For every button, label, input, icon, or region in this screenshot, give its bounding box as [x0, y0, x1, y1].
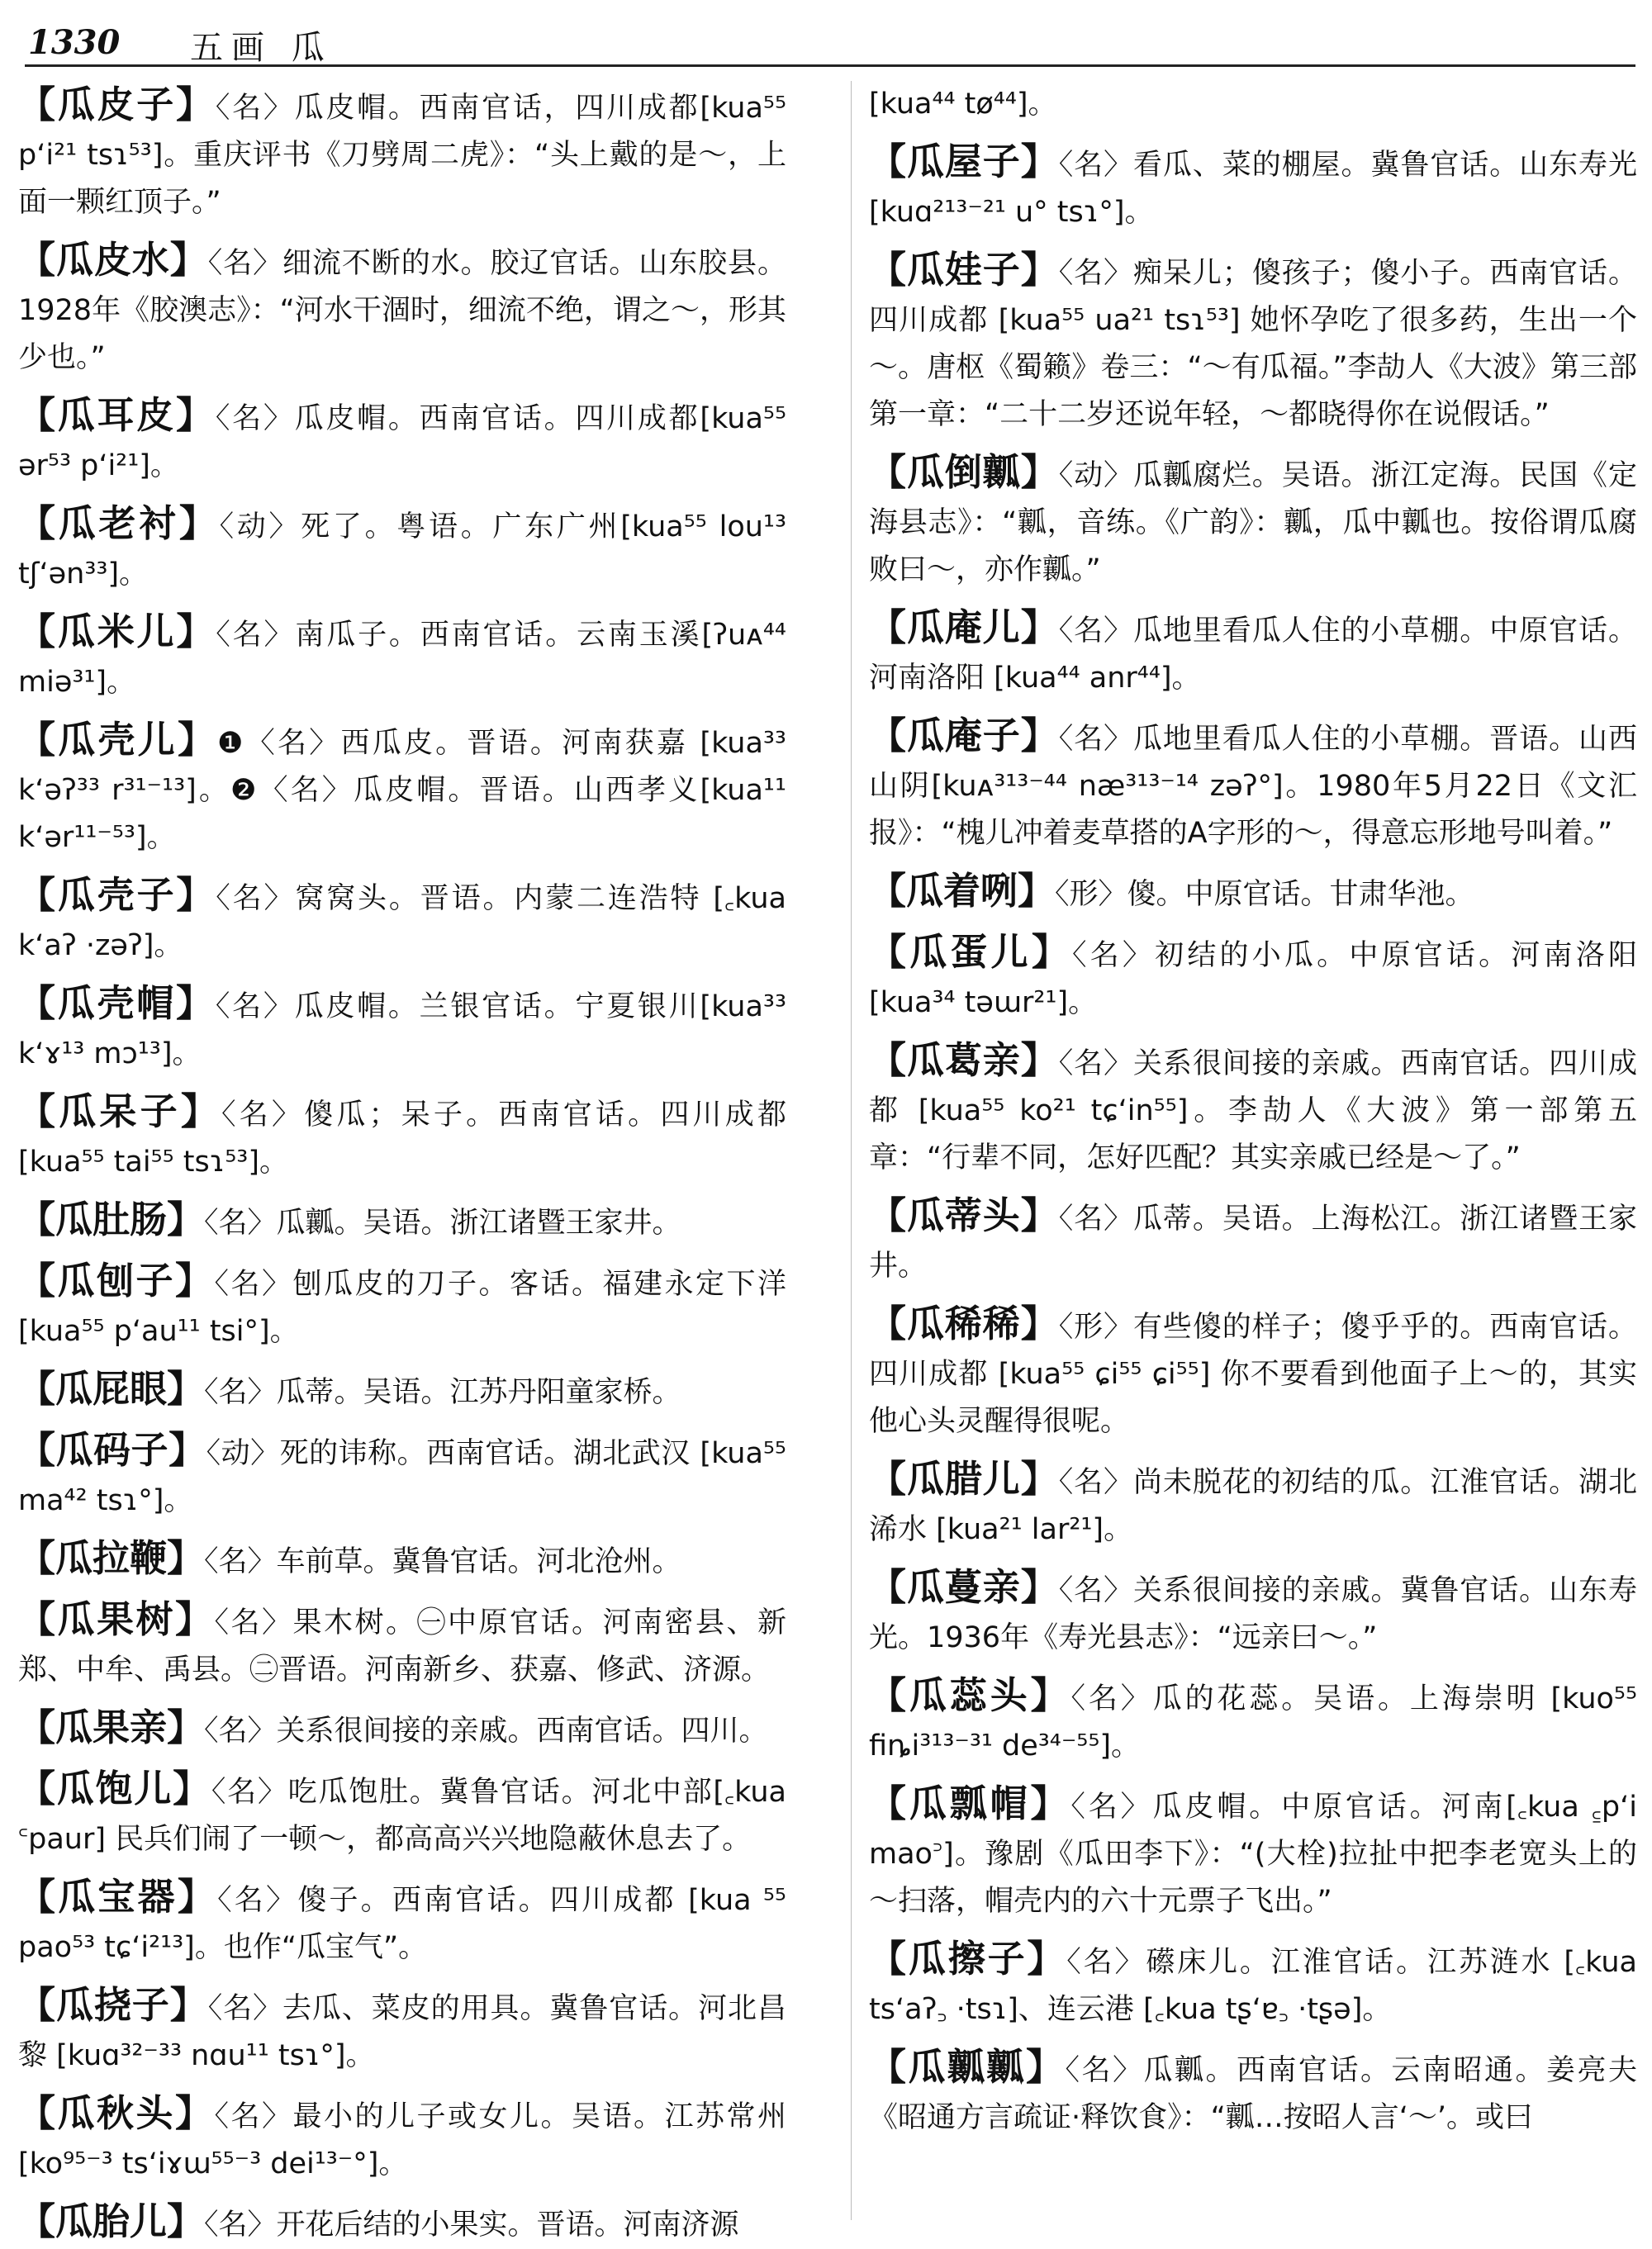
headword: 瓜肚肠 [55, 1198, 168, 1241]
left-column [18, 81, 786, 2243]
dict-entry: 【瓜倒瓤】〈动〉瓜瓤腐烂。吴语。浙江定海。民国《定海县志》：“瓤，音练。《广韵》：瓤，瓜中瓤也。按俗谓瓜腐败曰～，亦作瓤。” [869, 450, 1637, 586]
entry-text: 〈动〉瓜瓤腐烂。吴语。浙江定海。民国《定海县志》：“瓤，音练。《广韵》：瓤，瓜中瓤也。按俗谓瓜腐败曰～，亦作瓤。” [869, 459, 1637, 586]
dict-entry: 【瓜老衬】〈动〉死了。粤语。广东广州[kua⁵⁵ lou¹³ tʃ‘ən³³]。 [18, 501, 786, 591]
dict-entry: 【瓜拉鞭】〈名〉车前草。冀鲁官话。河北沧州。 [18, 1536, 681, 1580]
headword: 瓜宝器 [58, 1875, 178, 1919]
headword: 瓜秋头 [57, 2091, 175, 2135]
dict-entry: 【瓜码子】〈动〉死的讳称。西南官话。湖北武汉 [kua⁵⁵ ma⁴² tsɿ°]。 [18, 1428, 786, 1517]
dict-entry: 【瓜蔓亲】〈名〉关系很间接的亲戚。冀鲁官话。山东寿光。1936年《寿光县志》：“远亲曰～。” [869, 1565, 1637, 1654]
dict-entry: 【瓜胎儿】〈名〉开花后结的小果实。晋语。河南济源 [18, 2199, 739, 2243]
entry-text: 〈名〉瓜地里看瓜人住的小草棚。晋语。山西山阴[kuᴀ³¹³⁻⁴⁴ næ³¹³⁻¹⁴ zəʔ°]。1980年5月22日《文汇报》：“槐儿冲着麦草搭的A字形的～，得意忘形地号叫着。” [869, 723, 1637, 850]
headword: 瓜皮子 [57, 83, 177, 126]
entry-text: 〈名〉看瓜、菜的棚屋。冀鲁官话。山东寿光[kuɑ²¹³⁻²¹ u° tsɿ°]。 [869, 149, 1637, 229]
entry-text: 〈名〉细流不断的水。胶辽官话。山东胶县。1928年《胶澳志》：“河水干涸时，细流不绝，谓之～，形其少也。” [18, 247, 786, 374]
entry-text: 〈名〉瓜瓤。吴语。浙江诸暨王家井。 [204, 1207, 681, 1240]
entry-text: 〈名〉瓜皮帽。中原官话。河南[꜀kua ꜁p‘i mao꜄]。豫剧《瓜田李下》：“(大栓)拉扯中把李老宽头上的～扫落，帽壳内的六十元票子飞出。” [869, 1791, 1637, 1918]
dict-entry: 【瓜庵儿】〈名〉瓜地里看瓜人住的小草棚。中原官话。河南洛阳 [kua⁴⁴ anr⁴⁴]。 [869, 605, 1637, 695]
headword: 瓜着咧 [906, 869, 1018, 913]
entry-text: 〈名〉开花后结的小果实。晋语。河南济源 [204, 2209, 739, 2242]
dict-entry: 【瓜耳皮】〈名〉瓜皮帽。西南官话。四川成都[kua⁵⁵ ər⁵³ p‘i²¹]。 [18, 393, 786, 482]
headword: 瓜倒瓤 [906, 450, 1021, 494]
dict-entry: 【瓜瓤瓤】〈名〉瓜瓤。西南官话。云南昭通。姜亮夫《昭通方言疏证·释饮食》：“瓤…按昭人言‘～’。或曰 [869, 2045, 1637, 2134]
dict-entry: 【瓜蛋儿】〈名〉初结的小瓜。中原官话。河南洛阳 [kua³⁴ təɯr²¹]。 [869, 930, 1637, 1019]
entry-text: 〈名〉傻瓜；呆子。西南官话。四川成都 [kua⁵⁵ tai⁵⁵ tsɿ⁵³]。 [18, 1098, 786, 1179]
entry-text: 〈名〉痴呆儿；傻孩子；傻小子。西南官话。四川成都 [kua⁵⁵ ua²¹ tsɿ⁵³] 她怀孕吃了很多药，生出一个～。唐枢《蜀籁》卷三：“～有瓜福。”李劼人《大波》第三部第一章：“二十二岁还说年轻，～都晓得你在说假话。” [869, 257, 1637, 431]
entry-text: 〈名〉礤床儿。江淮官话。江苏涟水 [꜀kua ts‘aʔ꜆ ·tsɿ]、连云港 [꜀kua tʂ‘ɐ꜆ ·tʂə]。 [869, 1946, 1637, 2026]
dict-entry: 【瓜挠子】〈名〉去瓜、菜皮的用具。冀鲁官话。河北昌黎 [kuɑ³²⁻³³ nɑu¹¹ tsɿ°]。 [18, 1983, 786, 2072]
entry-text: 〈名〉瓜皮帽。兰银官话。宁夏银川[kua³³ k‘ɤ¹³ mɔ¹³]。 [18, 990, 786, 1070]
entry-text: 〈名〉刨瓜皮的刀子。客话。福建永定下洋 [kua⁵⁵ p‘au¹¹ tsi°]。 [18, 1268, 786, 1348]
entry-text: 〈名〉瓜的花蕊。吴语。上海崇明 [kuo⁵⁵ fiȵi³¹³⁻³¹ de³⁴⁻⁵⁵]。 [869, 1682, 1637, 1763]
headword: 瓜挠子 [55, 1983, 170, 2027]
dict-entry: 【瓜蒂头】〈名〉瓜蒂。吴语。上海松江。浙江诸暨王家井。 [869, 1193, 1637, 1283]
dict-entry: 【瓜稀稀】〈形〉有些傻的样子；傻乎乎的。西南官话。四川成都 [kua⁵⁵ ɕi⁵⁵ ɕi⁵⁵] 你不要看到他面子上～的，其实他心头灵醒得很呢。 [869, 1302, 1637, 1438]
dict-entry: 【瓜壳子】〈名〉窝窝头。晋语。内蒙二连浩特 [꜀kua k‘aʔ ·zəʔ]。 [18, 873, 786, 962]
headword: 瓜壳儿 [58, 718, 178, 762]
headword: 瓜蛋儿 [909, 930, 1032, 974]
dict-entry: 【瓜壳帽】〈名〉瓜皮帽。兰银官话。宁夏银川[kua³³ k‘ɤ¹³ mɔ¹³]。 [18, 981, 786, 1070]
headword: 瓜皮水 [55, 238, 170, 282]
entry-text: 〈名〉最小的儿子或女儿。吴语。江苏常州 [ko⁹⁵⁻³ ts‘iɤɯ⁵⁵⁻³ dei¹³⁻°]。 [18, 2100, 786, 2180]
headword: 瓜瓢帽 [909, 1782, 1031, 1825]
entry-text: 〈名〉瓜皮帽。西南官话，四川成都[kua⁵⁵ p‘i²¹ tsɿ⁵³]。重庆评书《刀劈周二虎》：“头上戴的是～，上面一颗红顶子。” [18, 92, 786, 219]
entry-text: ❶〈名〉西瓜皮。晋语。河南获嘉 [kua³³ k‘əʔ³³ r³¹⁻¹³]。❷〈名〉瓜皮帽。晋语。山西孝义[kua¹¹ k‘ər¹¹⁻⁵³]。 [18, 727, 786, 854]
dict-entry: 【瓜屁眼】〈名〉瓜蒂。吴语。江苏丹阳童家桥。 [18, 1367, 681, 1411]
dict-entry: 【瓜肚肠】〈名〉瓜瓤。吴语。浙江诸暨王家井。 [18, 1198, 681, 1241]
dict-entry: 【瓜呆子】〈名〉傻瓜；呆子。西南官话。四川成都 [kua⁵⁵ tai⁵⁵ tsɿ⁵³]。 [18, 1089, 786, 1179]
headword: 瓜稀稀 [906, 1302, 1021, 1345]
entry-text: 〈名〉南瓜子。西南官话。云南玉溪[ʔuᴀ⁴⁴ miə³¹]。 [18, 619, 786, 699]
headword: 瓜擦子 [908, 1937, 1028, 1981]
entry-text: 〈名〉去瓜、菜皮的用具。冀鲁官话。河北昌黎 [kuɑ³²⁻³³ nɑu¹¹ tsɿ°]。 [18, 1992, 786, 2072]
dict-entry: 【瓜壳儿】❶〈名〉西瓜皮。晋语。河南获嘉 [kua³³ k‘əʔ³³ r³¹⁻¹³]。❷〈名〉瓜皮帽。晋语。山西孝义[kua¹¹ k‘ər¹¹⁻⁵³]。 [18, 718, 786, 854]
headword: 瓜瓤瓤 [908, 2045, 1026, 2089]
entry-text: 〈名〉瓜蒂。吴语。上海松江。浙江诸暨王家井。 [869, 1203, 1637, 1283]
entry-text: 〈形〉有些傻的样子；傻乎乎的。西南官话。四川成都 [kua⁵⁵ ɕi⁵⁵ ɕi⁵⁵] 你不要看到他面子上～的，其实他心头灵醒得很呢。 [869, 1311, 1637, 1438]
headword: 瓜蒂头 [906, 1193, 1021, 1237]
dict-entry: 【瓜米儿】〈名〉南瓜子。西南官话。云南玉溪[ʔuᴀ⁴⁴ miə³¹]。 [18, 610, 786, 699]
dict-entry: 【瓜腊儿】〈名〉尚未脱花的初结的瓜。江淮官话。湖北浠水 [kua²¹ lar²¹]。 [869, 1457, 1637, 1546]
dict-entry: 【瓜秋头】〈名〉最小的儿子或女儿。吴语。江苏常州 [ko⁹⁵⁻³ ts‘iɤɯ⁵⁵⁻³ dei¹³⁻°]。 [18, 2091, 786, 2180]
dict-entry: 【瓜刨子】〈名〉刨瓜皮的刀子。客话。福建永定下洋 [kua⁵⁵ p‘au¹¹ tsi°]。 [18, 1259, 786, 1348]
dict-entry: 【瓜果树】〈名〉果木树。㊀中原官话。河南密县、新郑、中牟、禹县。㊁晋语。河南新乡、获嘉、修武、济源。 [18, 1597, 786, 1687]
headword: 瓜饱儿 [56, 1767, 173, 1810]
entry-text: 〈名〉果木树。㊀中原官话。河南密县、新郑、中牟、禹县。㊁晋语。河南新乡、获嘉、修武、济源。 [18, 1606, 786, 1687]
headword: 瓜腊儿 [906, 1457, 1021, 1501]
entry-text: 〈名〉车前草。冀鲁官话。河北沧州。 [204, 1545, 681, 1578]
dict-entry: 【瓜蕊头】〈名〉瓜的花蕊。吴语。上海崇明 [kuo⁵⁵ fiȵi³¹³⁻³¹ de³⁴⁻⁵⁵]。 [869, 1673, 1637, 1763]
dict-entry: 【瓜皮水】〈名〉细流不断的水。胶辽官话。山东胶县。1928年《胶澳志》：“河水干涸时，细流不绝，谓之～，形其少也。” [18, 238, 786, 374]
dict-entry: 【瓜瓢帽】〈名〉瓜皮帽。中原官话。河南[꜀kua ꜁p‘i mao꜄]。豫剧《瓜田李下》：“(大栓)拉扯中把李老宽头上的～扫落，帽壳内的六十元票子飞出。” [869, 1782, 1637, 1918]
headword: 瓜呆子 [59, 1089, 181, 1133]
headword: 瓜蕊头 [909, 1673, 1031, 1717]
headword: 瓜壳子 [57, 873, 177, 917]
headword: 瓜耳皮 [57, 393, 177, 437]
entry-text: 〈名〉窝窝头。晋语。内蒙二连浩特 [꜀kua k‘aʔ ·zəʔ]。 [18, 882, 786, 962]
entry-text: 〈名〉初结的小瓜。中原官话。河南洛阳 [kua³⁴ təɯr²¹]。 [869, 939, 1637, 1019]
headword: 瓜码子 [55, 1428, 169, 1472]
headword: 瓜果亲 [55, 1706, 168, 1749]
entry-text: 〈名〉傻子。西南官话。四川成都 [kua ⁵⁵ pao⁵³ tɕ‘i²¹³]。也作“瓜宝气”。 [18, 1884, 786, 1964]
entry-text: 〈名〉关系很间接的亲戚。冀鲁官话。山东寿光。1936年《寿光县志》：“远亲曰～。” [869, 1574, 1637, 1654]
headword: 瓜胎儿 [55, 2199, 168, 2243]
dict-entry: 【瓜娃子】〈名〉痴呆儿；傻孩子；傻小子。西南官话。四川成都 [kua⁵⁵ ua²¹ tsɿ⁵³] 她怀孕吃了很多药，生出一个～。唐枢《蜀籁》卷三：“～有瓜福。”李劼人《大波》第三部第一章：“二十二岁还说年轻，～都晓得你在说假话。” [869, 248, 1637, 431]
dict-entry: 【瓜擦子】〈名〉礤床儿。江淮官话。江苏涟水 [꜀kua ts‘aʔ꜆ ·tsɿ]、连云港 [꜀kua tʂ‘ɐ꜆ ·tʂə]。 [869, 1937, 1637, 2026]
headword: 瓜老衬 [58, 501, 179, 545]
page-header [25, 18, 1635, 67]
entry-text: 〈名〉瓜地里看瓜人住的小草棚。中原官话。河南洛阳 [kua⁴⁴ anr⁴⁴]。 [869, 614, 1637, 695]
headword: 瓜庵子 [906, 714, 1021, 757]
entry-text: 〈形〉傻。中原官话。甘肃华池。 [1055, 878, 1474, 911]
headword: 瓜蔓亲 [906, 1565, 1021, 1609]
headword: 瓜刨子 [57, 1259, 175, 1302]
headword: 瓜娃子 [906, 248, 1021, 292]
entry-text: 〈动〉死的讳称。西南官话。湖北武汉 [kua⁵⁵ ma⁴² tsɿ°]。 [18, 1437, 786, 1517]
headword: 瓜米儿 [57, 610, 177, 653]
entry-text: 〈名〉吃瓜饱肚。冀鲁官话。河北中部[꜀kua ꜂paur] 民兵们闹了一顿～，都高高兴兴地隐蔽休息去了。 [18, 1776, 786, 1856]
dict-entry: 【瓜皮子】〈名〉瓜皮帽。西南官话，四川成都[kua⁵⁵ p‘i²¹ tsɿ⁵³]。重庆评书《刀劈周二虎》：“头上戴的是～，上面一颗红顶子。” [18, 83, 786, 219]
column-divider [851, 81, 852, 2220]
dict-entry: 【瓜葛亲】〈名〉关系很间接的亲戚。西南官话。四川成都 [kua⁵⁵ ko²¹ tɕ‘in⁵⁵]。李劼人《大波》第一部第五章：“行辈不同，怎好匹配？其实亲戚已经是～了。” [869, 1038, 1637, 1174]
section-title: 五画 瓜 [190, 29, 333, 67]
entry-text: 〈名〉瓜蒂。吴语。江苏丹阳童家桥。 [204, 1376, 681, 1409]
headword: 瓜壳帽 [57, 981, 177, 1025]
dict-entry: 【瓜着咧】〈形〉傻。中原官话。甘肃华池。 [869, 869, 1474, 913]
headword: 瓜庵儿 [906, 605, 1021, 649]
entry-text: 〈名〉瓜瓤。西南官话。云南昭通。姜亮夫《昭通方言疏证·释饮食》：“瓤…按昭人言‘～’。或曰 [869, 2054, 1637, 2134]
entry-text: 〈名〉关系很间接的亲戚。西南官话。四川成都 [kua⁵⁵ ko²¹ tɕ‘in⁵⁵]。李劼人《大波》第一部第五章：“行辈不同，怎好匹配？其实亲戚已经是～了。” [869, 1047, 1637, 1174]
headword: 瓜屋子 [906, 140, 1021, 183]
entry-text: 〈名〉尚未脱花的初结的瓜。江淮官话。湖北浠水 [kua²¹ lar²¹]。 [869, 1466, 1637, 1546]
page-number: 1330 [28, 23, 121, 62]
dict-entry: 【瓜屋子】〈名〉看瓜、菜的棚屋。冀鲁官话。山东寿光[kuɑ²¹³⁻²¹ u° tsɿ°]。 [869, 140, 1637, 229]
headword: 瓜葛亲 [906, 1038, 1021, 1082]
entry-text: 〈名〉瓜皮帽。西南官话。四川成都[kua⁵⁵ ər⁵³ p‘i²¹]。 [18, 402, 786, 482]
dict-entry: 【瓜果亲】〈名〉关系很间接的亲戚。西南官话。四川。 [18, 1706, 768, 1749]
dict-entry: 【瓜庵子】〈名〉瓜地里看瓜人住的小草棚。晋语。山西山阴[kuᴀ³¹³⁻⁴⁴ næ³¹³⁻¹⁴ zəʔ°]。1980年5月22日《文汇报》：“槐儿冲着麦草搭的A字形的～，得意忘形地号叫着。” [869, 714, 1637, 850]
right-column [869, 81, 1637, 2220]
dict-entry: 【瓜饱儿】〈名〉吃瓜饱肚。冀鲁官话。河北中部[꜀kua ꜂paur] 民兵们闹了一顿～，都高高兴兴地隐蔽休息去了。 [18, 1767, 786, 1856]
dict-entry: 【瓜宝器】〈名〉傻子。西南官话。四川成都 [kua ⁵⁵ pao⁵³ tɕ‘i²¹³]。也作“瓜宝气”。 [18, 1875, 786, 1964]
headword: 瓜拉鞭 [55, 1536, 168, 1580]
headword: 瓜屁眼 [55, 1367, 168, 1411]
headword: 瓜果树 [57, 1597, 175, 1641]
entry-continuation: [kua⁴⁴ tø⁴⁴]。 [869, 88, 1057, 121]
entry-text: 〈名〉关系很间接的亲戚。西南官话。四川。 [204, 1715, 768, 1748]
entry-text: 〈动〉死了。粤语。广东广州[kua⁵⁵ lou¹³ tʃ‘ən³³]。 [18, 510, 786, 591]
